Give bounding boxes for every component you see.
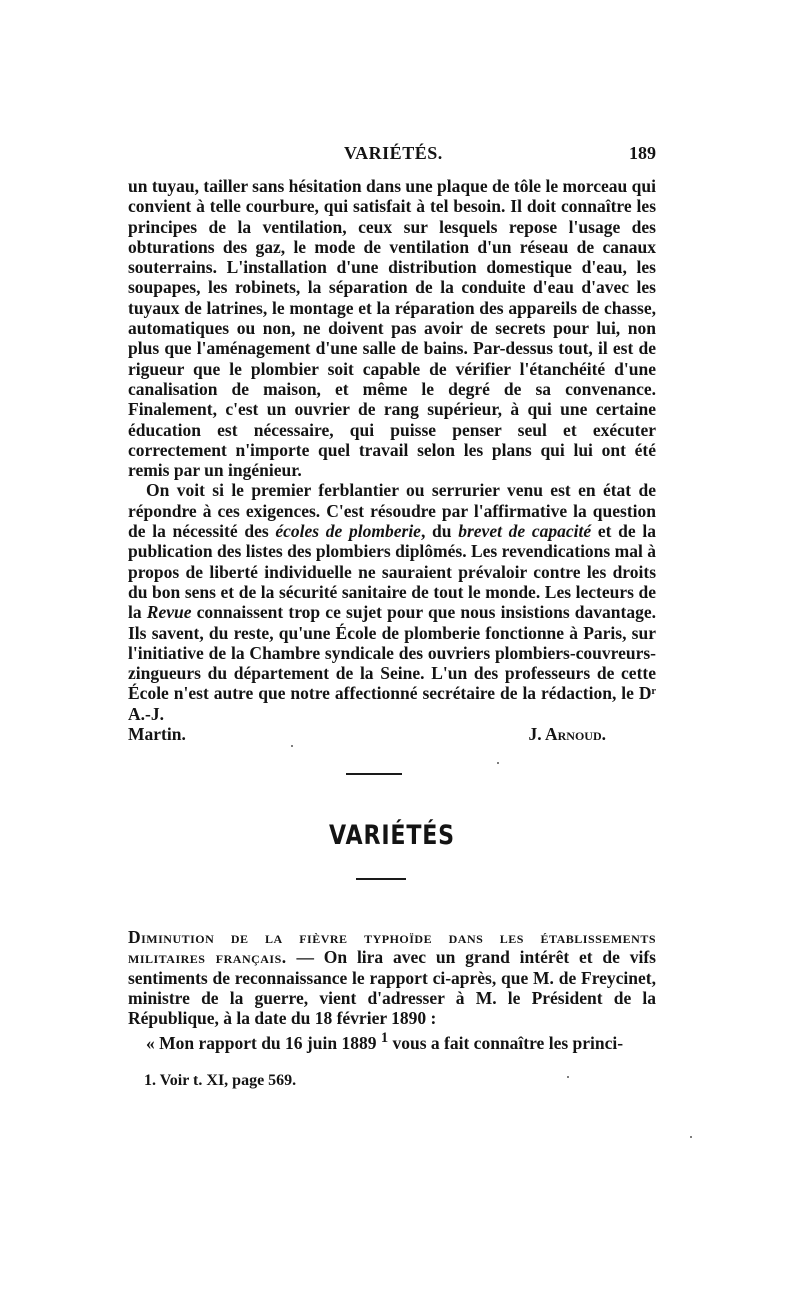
emphasis: écoles de plomberie <box>275 521 421 542</box>
paragraph: un tuyau, tailler sans hésitation dans une plaque de tôle le morceau qui convient à telle courbure, qui satisfait à tel besoin. Il doit connaître les principes de la ventilation, ceux sur lesquels repose l'usage des obturations des gaz, le mode de ventilation d'un réseau de canaux souterrains. L'installation d'une distribution domestique d'eau, les soupapes, les robinets, la séparation de la conduite d'eau d'avec les tuyaux de latrines, le montage et la réparation des appareils de chasse, automatiques ou non, ne doivent pas avoir de secrets pour lui, non plus que l'aménagement d'une salle de bains. Par-dessus tout, il est de rigueur que le plombier soit capable de vérifier l'étanchéité d'une canalisation de maison, et même le degré de sa convenance. Finalement, c'est un ouvrier de rang supérieur, à qui une certaine éducation est nécessaire, qui puisse penser seul et exécuter correctement n'importe quel travail selon les plans qui lui ont été remis par un ingénieur. <box>128 176 656 481</box>
paper-speck <box>497 762 499 764</box>
page-number: 189 <box>629 143 656 163</box>
running-title: VARIÉTÉS. <box>344 143 443 163</box>
article-lead: Diminution de la fièvre typhoïde dans les établissements militaires français. — On lira avec un grand intérêt et de vifs sentiments de reconnaissance le rapport ci-après, que M. de Freycinet, ministre de la guerre, vient d'adresser à M. le Président de la République, à la date du 18 février 1890 : <box>128 927 656 1029</box>
paragraph: On voit si le premier ferblantier ou serrurier venu est en état de répondre à ces exigences. C'est résoudre par l'affirmative la question de la nécessité des écoles de plomberie, du brevet de capacité et de la publication des listes des plombiers diplômés. Les revendications mal à propos de liberté individuelle ne sauraient prévaloir contre les droits du bon sens et de la sécurité sanitaire de tout le monde. Les lecteurs de la Revue connaissent trop ce sujet pour que nous insistions davantage. Ils savent, du reste, qu'une École de plomberie fonctionne à Paris, sur l'initiative de la Chambre syndicale des ouvriers plombiers-couvreurs-zingueurs du département de la Seine. L'un des professeurs de cette École n'est autre que notre affectionné secrétaire de la rédaction, le Dʳ A.-J. <box>128 480 656 724</box>
paper-speck <box>690 1136 692 1138</box>
paper-speck <box>291 745 293 747</box>
divider-rule <box>356 878 406 880</box>
article-heading: Diminution de la fièvre typhoïde dans les établissements militaires français. <box>128 927 656 968</box>
article-body-continued <box>128 176 656 744</box>
footnote: 1. Voir t. XI, page 569. <box>144 1072 297 1089</box>
section-title: VARIÉTÉS <box>329 820 455 851</box>
divider-rule <box>346 773 402 775</box>
signature-line <box>128 724 656 744</box>
paper-speck <box>567 1076 569 1078</box>
quote-paragraph: « Mon rapport du 16 juin 1889 $^1$ vous a fait connaître les princi- <box>146 1030 624 1054</box>
emphasis: brevet de capacité <box>458 521 592 542</box>
author-signature: J. Arnoud. <box>528 724 606 745</box>
footnote-ref: 1 <box>380 1030 389 1047</box>
article <box>128 927 656 1054</box>
emphasis: Revue <box>146 602 192 623</box>
last-word: Martin. <box>128 724 186 745</box>
